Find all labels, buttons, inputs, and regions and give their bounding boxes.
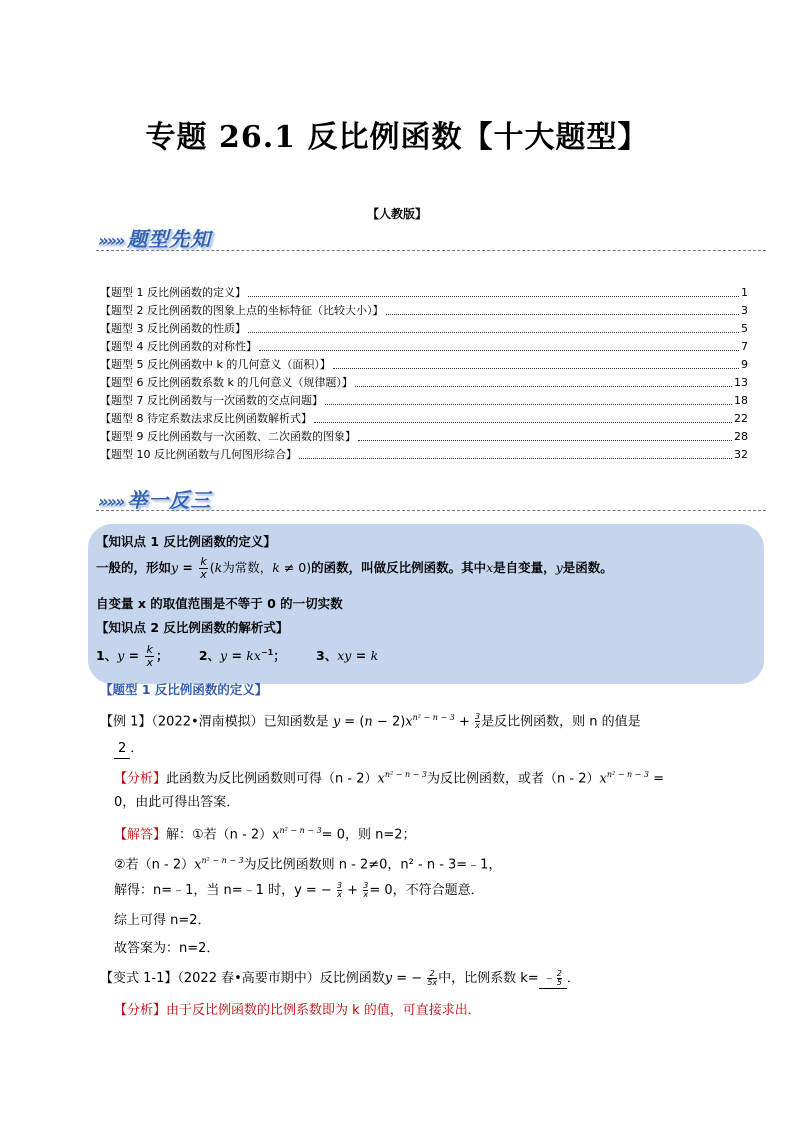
toc-entry-label: 【题型 4 反比例函数的对称性】 xyxy=(100,340,257,353)
toc-leader xyxy=(386,314,740,315)
section-heading: 【题型 1 反比例函数的定义】 xyxy=(100,682,268,697)
toc-entry[interactable] xyxy=(100,410,748,428)
toc-entry[interactable] xyxy=(100,392,748,410)
table-of-contents xyxy=(100,284,748,464)
toc-entry-label: 【题型 9 反比例函数与一次函数、二次函数的图象】 xyxy=(100,430,356,443)
toc-page-number: 28 xyxy=(734,430,748,443)
toc-page-number: 22 xyxy=(734,412,748,425)
toc-page-number: 3 xyxy=(741,304,748,317)
toc-leader xyxy=(314,422,732,423)
analysis: 【分析】此函数为反比例函数则可得$(n - 2)x^{n^2 - n - 3}$为反比例函数，或者$(n - 2)x^{n^2 - n - 3}$ = xyxy=(114,770,665,787)
toc-leader xyxy=(248,332,739,333)
toc-entry-label: 【题型 3 反比例函数的性质】 xyxy=(100,322,246,335)
banner-practice xyxy=(98,484,211,513)
variant-1-1: 【变式 1-1】（2022 春•高要市期中）反比例函数y = − $\frac{2}{5x}$ 中，比例系数 k= ﹣ $\frac{2}{5}$ ． xyxy=(100,969,580,987)
solution-line-4: 综上可得 n=2． xyxy=(114,913,211,928)
banner-question-types xyxy=(98,223,211,252)
solution-line-1: 【解答】解：①若$(n - 2)x^{n^2 - n - 3}= 0$，则 n=2； xyxy=(114,826,416,843)
toc-page-number: 18 xyxy=(734,394,748,407)
toc-leader xyxy=(299,458,732,459)
toc-entry[interactable] xyxy=(100,356,748,374)
toc-leader xyxy=(259,350,739,351)
toc-entry-label: 【题型 10 反比例函数与几何图形综合】 xyxy=(100,448,297,461)
toc-entry-label: 【题型 6 反比例函数系数 k 的几何意义（规律题）】 xyxy=(100,376,353,389)
knowledge-2-title: 【知识点 2 反比例函数的解析式】 xyxy=(96,620,289,635)
example-1: 【例 1】（2022•渭南模拟）已知函数是 $y = (n - 2)x^{n^2 - n - 3}$ + $\frac{3}{x}$ 是反比例函数，则 n 的值是 xyxy=(100,712,641,731)
toc-entry-label: 【题型 8 待定系数法求反比例函数解析式】 xyxy=(100,412,312,425)
variant-analysis: 【分析】由于反比例函数的比例系数即为 k 的值，可直接求出． xyxy=(114,1003,481,1018)
solution-line-3: 解得：n=﹣1，当 n=﹣1 时，y = − $\frac{3}{x}$ + $\frac{3}{x}$ = 0，不符合题意． xyxy=(114,881,484,899)
knowledge-1-line: 一般的，形如y = $\frac{k}{x}$ (k为常数，k ≠ 0)的函数，叫做反比例函数。其中x是自变量，y是函数。 xyxy=(96,555,613,581)
divider xyxy=(96,250,766,251)
toc-entry[interactable] xyxy=(100,446,748,464)
toc-entry-label: 【题型 1 反比例函数的定义】 xyxy=(100,286,246,299)
solution-line-5: 故答案为：n=2． xyxy=(114,941,220,956)
toc-entry-label: 【题型 2 反比例函数的图象上点的坐标特征（比较大小）】 xyxy=(100,304,384,317)
arrows-icon: »»» xyxy=(98,231,124,250)
page-title: 专题 26.1 反比例函数【十大题型】 xyxy=(145,120,649,155)
example-1-answer: 2 ． xyxy=(114,740,734,759)
toc-page-number: 5 xyxy=(741,322,748,335)
analysis-cont: 0，由此可得出答案． xyxy=(114,795,240,810)
toc-entry[interactable] xyxy=(100,374,748,392)
toc-entry-label: 【题型 5 反比例函数中 k 的几何意义（面积）】 xyxy=(100,358,331,371)
toc-leader xyxy=(333,368,739,369)
toc-leader xyxy=(325,404,732,405)
toc-entry[interactable] xyxy=(100,284,748,302)
toc-leader xyxy=(248,296,739,297)
knowledge-2-forms: 1、y = $\frac{k}{x}$ ； 2、$y = kx^{-1}$； 3、xy = k xyxy=(96,643,379,669)
toc-entry[interactable] xyxy=(100,338,748,356)
toc-leader xyxy=(355,386,732,387)
knowledge-1-domain: 自变量 x 的取值范围是不等于 0 的一切实数 xyxy=(96,596,343,611)
toc-page-number: 7 xyxy=(741,340,748,353)
toc-entry[interactable] xyxy=(100,302,748,320)
toc-page-number: 9 xyxy=(741,358,748,371)
toc-entry[interactable] xyxy=(100,320,748,338)
fraction-k-over-x: $\frac{k}{x}$ xyxy=(200,555,207,581)
knowledge-1-title: 【知识点 1 反比例函数的定义】 xyxy=(96,534,276,549)
banner-question-types-label: 题型先知 xyxy=(127,227,212,251)
toc-page-number: 1 xyxy=(741,286,748,299)
toc-entry-label: 【题型 7 反比例函数与一次函数的交点问题】 xyxy=(100,394,323,407)
toc-page-number: 32 xyxy=(734,448,748,461)
divider xyxy=(96,510,766,511)
toc-page-number: 13 xyxy=(734,376,748,389)
toc-leader xyxy=(358,440,732,441)
arrows-icon: »»» xyxy=(98,492,124,511)
edition-label: 【人教版】 xyxy=(366,207,427,221)
banner-practice-label: 举一反三 xyxy=(127,488,212,512)
toc-entry[interactable] xyxy=(100,428,748,446)
solution-line-2: ②若$(n - 2)x^{n^2 - n - 3}$为反比例函数则 n - 2≠0，n² - n - 3=﹣1， xyxy=(114,856,502,873)
